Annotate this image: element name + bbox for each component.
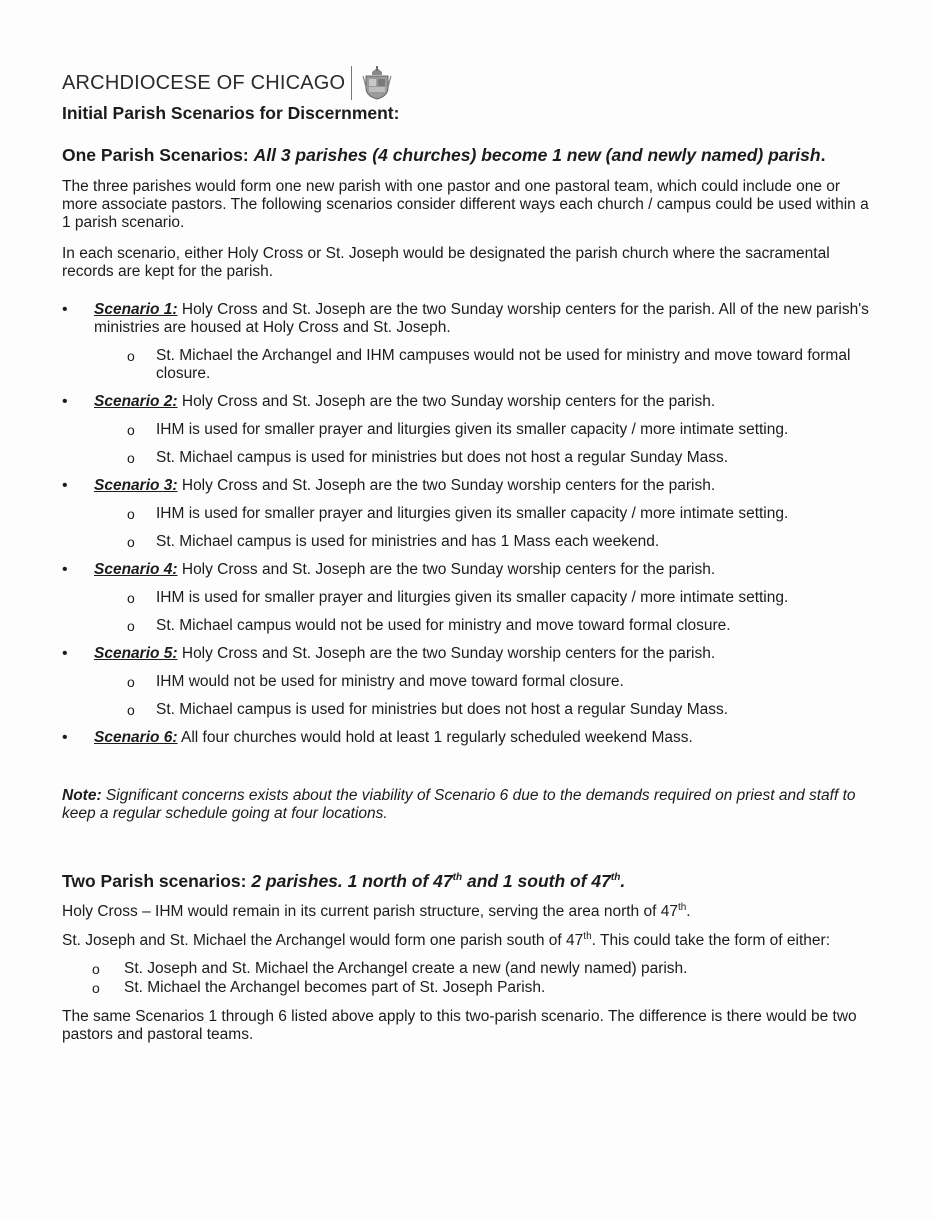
scenario-sub-item: o St. Michael campus is used for ministries but does not host a regular Sunday Mass. <box>94 701 877 719</box>
scenario-sub-item: o St. Michael campus is used for ministries and has 1 Mass each weekend. <box>94 533 877 551</box>
scenario-text: Holy Cross and St. Joseph are the two Sunday worship centers for the parish. <box>177 393 716 410</box>
scenario-sub-list <box>94 589 877 635</box>
two-parish-heading <box>62 871 877 892</box>
scenario-sub-list <box>94 347 877 383</box>
one-parish-intro: The three parishes would form one new parish with one pastor and one pastoral team, which could include one or more associate pastors. The following scenarios consider different ways each church / campus could be used within a 1 parish scenario. <box>62 178 869 231</box>
scenario-label: Scenario 4: <box>94 561 178 578</box>
two-parish-heading-emphasis-a: 2 parishes. 1 north of 47 <box>251 871 453 891</box>
holy-cross-paragraph <box>62 903 877 921</box>
scenario-sub-list <box>94 505 877 551</box>
scenario-list <box>62 301 877 747</box>
scenario-text: All four churches would hold at least 1 regularly scheduled weekend Mass. <box>177 729 693 746</box>
note-text: Significant concerns exists about the viability of Scenario 6 due to the demands required on priest and staff to keep a regular schedule going at four locations. <box>62 787 856 822</box>
ordinal-suffix: th <box>583 930 592 942</box>
ordinal-suffix: th <box>452 872 463 884</box>
scenario-sub-item: o IHM is used for smaller prayer and liturgies given its smaller capacity / more intimate setting. <box>94 589 877 607</box>
archdiocese-seal-icon <box>360 66 394 100</box>
holy-cross-text: Holy Cross – IHM would remain in its current parish structure, serving the area north of 47 <box>62 903 678 920</box>
parish-option-item: o St. Joseph and St. Michael the Archangel create a new (and newly named) parish. <box>62 960 877 978</box>
scenario-item <box>62 645 877 719</box>
scenario-item <box>62 301 877 383</box>
scenario-sub-list <box>94 673 877 719</box>
scenario-label: Scenario 5: <box>94 645 178 662</box>
parish-option-item: o St. Michael the Archangel becomes part of St. Joseph Parish. <box>62 979 877 997</box>
scenario-sub-item: o IHM would not be used for ministry and move toward formal closure. <box>94 673 877 691</box>
scenario-item <box>62 729 877 747</box>
scenario-label: Scenario 2: <box>94 393 178 410</box>
document-content <box>62 66 877 1044</box>
closing-paragraph: The same Scenarios 1 through 6 listed above apply to this two-parish scenario. The difference is there would be two pastors and pastoral teams. <box>62 1008 857 1043</box>
scenario-text: Holy Cross and St. Joseph are the two Sunday worship centers for the parish. All of the new parish's ministries are housed at Holy Cross and St. Joseph. <box>94 301 869 336</box>
one-parish-heading-emphasis: All 3 parishes (4 churches) become 1 new (and newly named) parish <box>253 145 821 165</box>
scenario-label: Scenario 1: <box>94 301 178 318</box>
two-parish-heading-emphasis-b: and 1 south of 47 <box>462 871 611 891</box>
st-joseph-text: St. Joseph and St. Michael the Archangel would form one parish south of 47 <box>62 932 584 949</box>
letterhead <box>62 66 877 100</box>
scenario-item <box>62 393 877 467</box>
scenario-sub-list <box>94 421 877 467</box>
scenario-label: Scenario 6: <box>94 729 178 746</box>
scenario-sub-item: o St. Michael the Archangel and IHM campuses would not be used for ministry and move toward formal closure. <box>94 347 877 383</box>
holy-cross-text-end: . <box>686 903 691 920</box>
parish-option-list <box>62 960 877 997</box>
one-parish-heading <box>62 145 877 166</box>
ordinal-suffix: th <box>677 901 687 913</box>
scenario-sub-item: o St. Michael campus is used for ministries but does not host a regular Sunday Mass. <box>94 449 877 467</box>
note-paragraph <box>62 787 877 823</box>
org-name: ARCHDIOCESE OF CHICAGO <box>62 72 346 94</box>
sacramental-records-paragraph: In each scenario, either Holy Cross or St. Joseph would be designated the parish church where the sacramental records are kept for the parish. <box>62 245 830 280</box>
one-parish-heading-lead: One Parish Scenarios: <box>62 145 254 165</box>
scenario-text: Holy Cross and St. Joseph are the two Sunday worship centers for the parish. <box>177 561 716 578</box>
scenario-text: Holy Cross and St. Joseph are the two Sunday worship centers for the parish. <box>177 645 716 662</box>
two-parish-section <box>62 871 877 1044</box>
ordinal-suffix: th <box>610 872 621 884</box>
st-joseph-paragraph <box>62 932 877 950</box>
scenario-label: Scenario 3: <box>94 477 178 494</box>
scenario-item <box>62 561 877 635</box>
st-joseph-text-end: . This could take the form of either: <box>591 932 830 949</box>
document-title: Initial Parish Scenarios for Discernment: <box>62 103 400 123</box>
scenario-sub-item: o IHM is used for smaller prayer and liturgies given its smaller capacity / more intimate setting. <box>94 505 877 523</box>
one-parish-heading-end: . <box>820 145 826 165</box>
letterhead-divider <box>351 66 352 100</box>
scenario-sub-item: o IHM is used for smaller prayer and liturgies given its smaller capacity / more intimate setting. <box>94 421 877 439</box>
scenario-item <box>62 477 877 551</box>
scenario-text: Holy Cross and St. Joseph are the two Sunday worship centers for the parish. <box>177 477 716 494</box>
two-parish-heading-lead: Two Parish scenarios: <box>62 871 252 891</box>
two-parish-heading-end: . <box>620 871 626 891</box>
scenario-sub-item: o St. Michael campus would not be used for ministry and move toward formal closure. <box>94 617 877 635</box>
note-label: Note: <box>62 787 102 804</box>
